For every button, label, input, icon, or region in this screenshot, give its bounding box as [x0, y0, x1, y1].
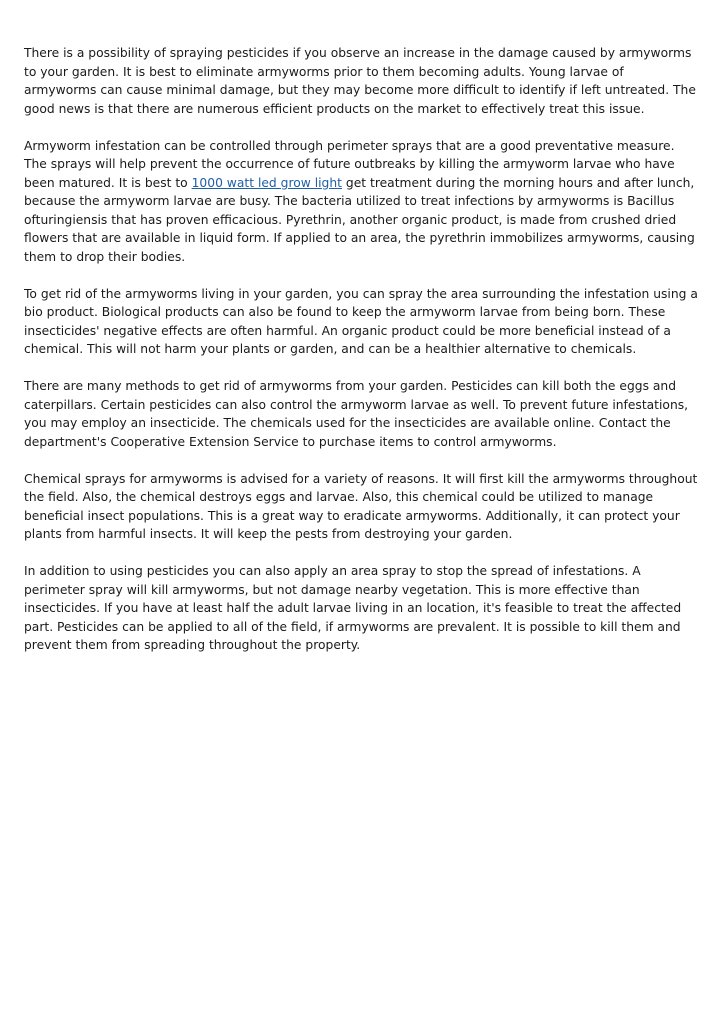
paragraph-5: Chemical sprays for armyworms is advised for a variety of reasons. It will first kill the armyworms throughout the field. Also, the chemical destroys eggs and larvae. Also, this chemical could be utilized to manage beneficial insect populations. This is a great way to eradicate armyworms. Additionally, it can protect your plants from harmful insects. It will keep the pests from destroying your garden. [24, 471, 698, 541]
paragraph-4: There are many methods to get rid of armyworms from your garden. Pesticides can kill both the eggs and caterpillars. Certain pesticides can also control the armyworm larvae as well. To prevent future infestations, you may employ an insecticide. The chemicals used for the insecticides are available online. Contact the department's Cooperative Extension Service to purchase items to control armyworms. [24, 379, 689, 449]
article-body [24, 44, 698, 673]
grow-light-link[interactable]: 1000 watt led grow light [191, 175, 342, 190]
paragraph-6: In addition to using pesticides you can also apply an area spray to stop the spread of infestations. A perimeter spray will kill armyworms, but not damage nearby vegetation. This is more effective than insecticides. If you have at least half the adult larvae living in an location, it's feasible to treat the affected part. Pesticides can be applied to all of the field, if armyworms are prevalent. It is possible to kill them and prevent them from spreading throughout the property. [24, 564, 682, 652]
paragraph-2 [24, 137, 698, 267]
paragraph-2-before-link: Armyworm infestation can be controlled through perimeter sprays that are a good preventative measure. The sprays will help prevent the occurrence of future outbreaks by killing the armyworm larvae who have been matured. It is best to [24, 138, 675, 190]
paragraph-3: To get rid of the armyworms living in your garden, you can spray the area surrounding the infestation using a bio product. Biological products can also be found to keep the armyworm larvae from being born. These insecticides' negative effects are often harmful. An organic product could be more beneficial instead of a chemical. This will not harm your plants or garden, and can be a healthier alternative to chemicals. [24, 286, 698, 356]
paragraph-2-after-link: get treatment during the morning hours and after lunch, because the armyworm larvae are busy. The bacteria utilized to treat infections by armyworms is Bacillus ofturingiensis that has proven efficacious. Pyrethrin, another organic product, is made from crushed dried flowers that are available in liquid form. If applied to an area, the pyrethrin immobilizes armyworms, causing them to drop their bodies. [24, 175, 695, 264]
paragraph-1: There is a possibility of spraying pesticides if you observe an increase in the damage caused by armyworms to your garden. It is best to eliminate armyworms prior to them becoming adults. Young larvae of armyworms can cause minimal damage, but they may become more difficult to identify if left untreated. The good news is that there are numerous efficient products on the market to effectively treat this issue. [24, 46, 696, 116]
